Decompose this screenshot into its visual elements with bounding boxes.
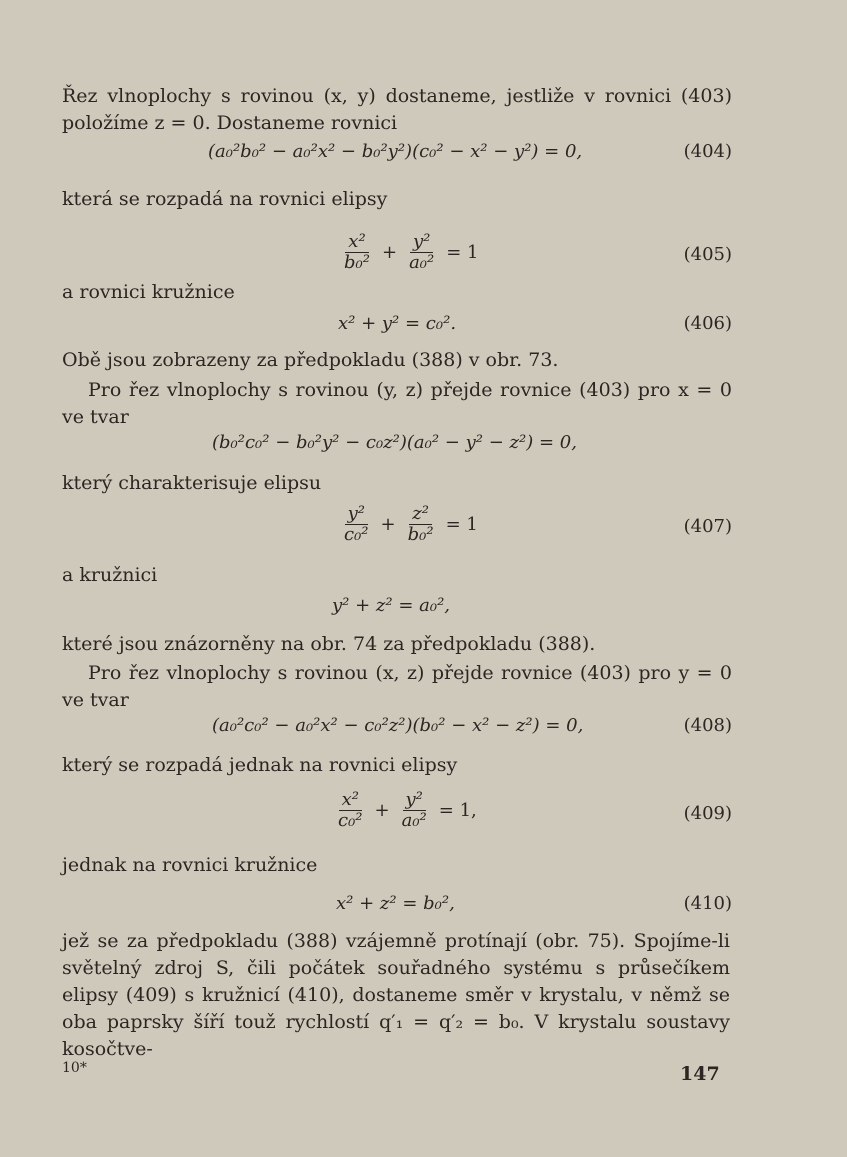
paragraph-1: Řez vlnoplochy s rovinou (x, y) dostaneme, jestliže v rovnici (403) položíme z = 0. Dostaneme rovnici bbox=[62, 85, 732, 134]
paragraph-10: který se rozpadá jednak na rovnici elipsy bbox=[62, 754, 458, 776]
paragraph-8: které jsou znázorněny na obr. 74 za předpokladu (388). bbox=[62, 633, 596, 655]
equation-circle-yz bbox=[62, 595, 732, 625]
denominator: b₀² bbox=[344, 252, 370, 273]
equation-407-number: (407) bbox=[683, 516, 732, 537]
numerator: y² bbox=[345, 504, 368, 525]
equation-406-formula: x² + y² = c₀². bbox=[338, 313, 457, 334]
paragraph-12: jež se za předpokladu (388) vzájemně protínají (obr. 75). Spojíme-li světelný zdroj S, čili počátek souřadného systému s průsečíkem elipsy (409) s kružnicí (410), dostaneme směr v krystalu, v němž se oba paprsky šíří touž rychlostí q′₁ = q′₂ = b₀. V krystalu soustavy kosočtve- bbox=[62, 930, 730, 1060]
equation-405 bbox=[62, 232, 732, 278]
paragraph-4: Obě jsou zobrazeny za předpokladu (388) v obr. 73. bbox=[62, 349, 559, 371]
right-hand-side: = 1 bbox=[446, 242, 479, 263]
equation-405-number: (405) bbox=[683, 244, 732, 265]
equation-404 bbox=[62, 141, 732, 171]
equation-409 bbox=[62, 790, 732, 836]
equation-circle-yz-formula: y² + z² = a₀², bbox=[332, 595, 451, 616]
equation-410 bbox=[62, 893, 732, 923]
operator: + bbox=[380, 514, 396, 535]
numerator: x² bbox=[345, 232, 368, 253]
right-hand-side: = 1, bbox=[438, 800, 477, 821]
equation-yz-plane bbox=[62, 432, 732, 462]
denominator: c₀² bbox=[344, 524, 369, 545]
operator: + bbox=[374, 800, 390, 821]
paragraph-7: a kružnici bbox=[62, 564, 158, 586]
fraction-2 bbox=[406, 232, 437, 273]
equation-404-formula: (a₀²b₀² − a₀²x² − b₀²y²)(c₀² − x² − y²) = 0, bbox=[208, 141, 583, 162]
equation-408-formula: (a₀²c₀² − a₀²x² − c₀²z²)(b₀² − x² − z²) = 0, bbox=[212, 715, 584, 736]
page-number: 147 bbox=[680, 1063, 720, 1085]
fraction-2 bbox=[399, 790, 430, 831]
equation-406-number: (406) bbox=[683, 313, 732, 334]
equation-404-number: (404) bbox=[683, 141, 732, 162]
paragraph-2: která se rozpadá na rovnici elipsy bbox=[62, 188, 388, 210]
equation-410-formula: x² + z² = b₀², bbox=[336, 893, 455, 914]
numerator: y² bbox=[410, 232, 433, 253]
signature-mark: 10* bbox=[62, 1060, 87, 1076]
fraction-1 bbox=[335, 790, 366, 831]
equation-407 bbox=[62, 504, 732, 550]
denominator: c₀² bbox=[338, 810, 363, 831]
equation-408 bbox=[62, 715, 732, 745]
equation-yz-formula: (b₀²c₀² − b₀²y² − c₀z²)(a₀² − y² − z²) = 0, bbox=[212, 432, 577, 453]
numerator: x² bbox=[339, 790, 362, 811]
operator: + bbox=[381, 242, 398, 263]
paragraph-11: jednak na rovnici kružnice bbox=[62, 854, 318, 876]
equation-406 bbox=[62, 313, 732, 343]
paragraph-5: Pro řez vlnoplochy s rovinou (y, z) přejde rovnice (403) pro x = 0 ve tvar bbox=[62, 379, 732, 428]
paragraph-3: a rovnici kružnice bbox=[62, 281, 235, 303]
fraction-1 bbox=[341, 504, 372, 545]
paragraph-9: Pro řez vlnoplochy s rovinou (x, z) přejde rovnice (403) pro y = 0 ve tvar bbox=[62, 662, 732, 711]
denominator: a₀² bbox=[401, 810, 427, 831]
paragraph-6: který charakterisuje elipsu bbox=[62, 472, 322, 494]
numerator: y² bbox=[403, 790, 426, 811]
denominator: a₀² bbox=[409, 252, 435, 273]
fraction-2 bbox=[405, 504, 437, 545]
numerator: z² bbox=[409, 504, 432, 525]
equation-410-number: (410) bbox=[683, 893, 732, 914]
right-hand-side: = 1 bbox=[445, 514, 478, 535]
equation-409-number: (409) bbox=[683, 803, 732, 824]
equation-408-number: (408) bbox=[683, 715, 732, 736]
fraction-1 bbox=[341, 232, 373, 273]
denominator: b₀² bbox=[407, 524, 434, 545]
